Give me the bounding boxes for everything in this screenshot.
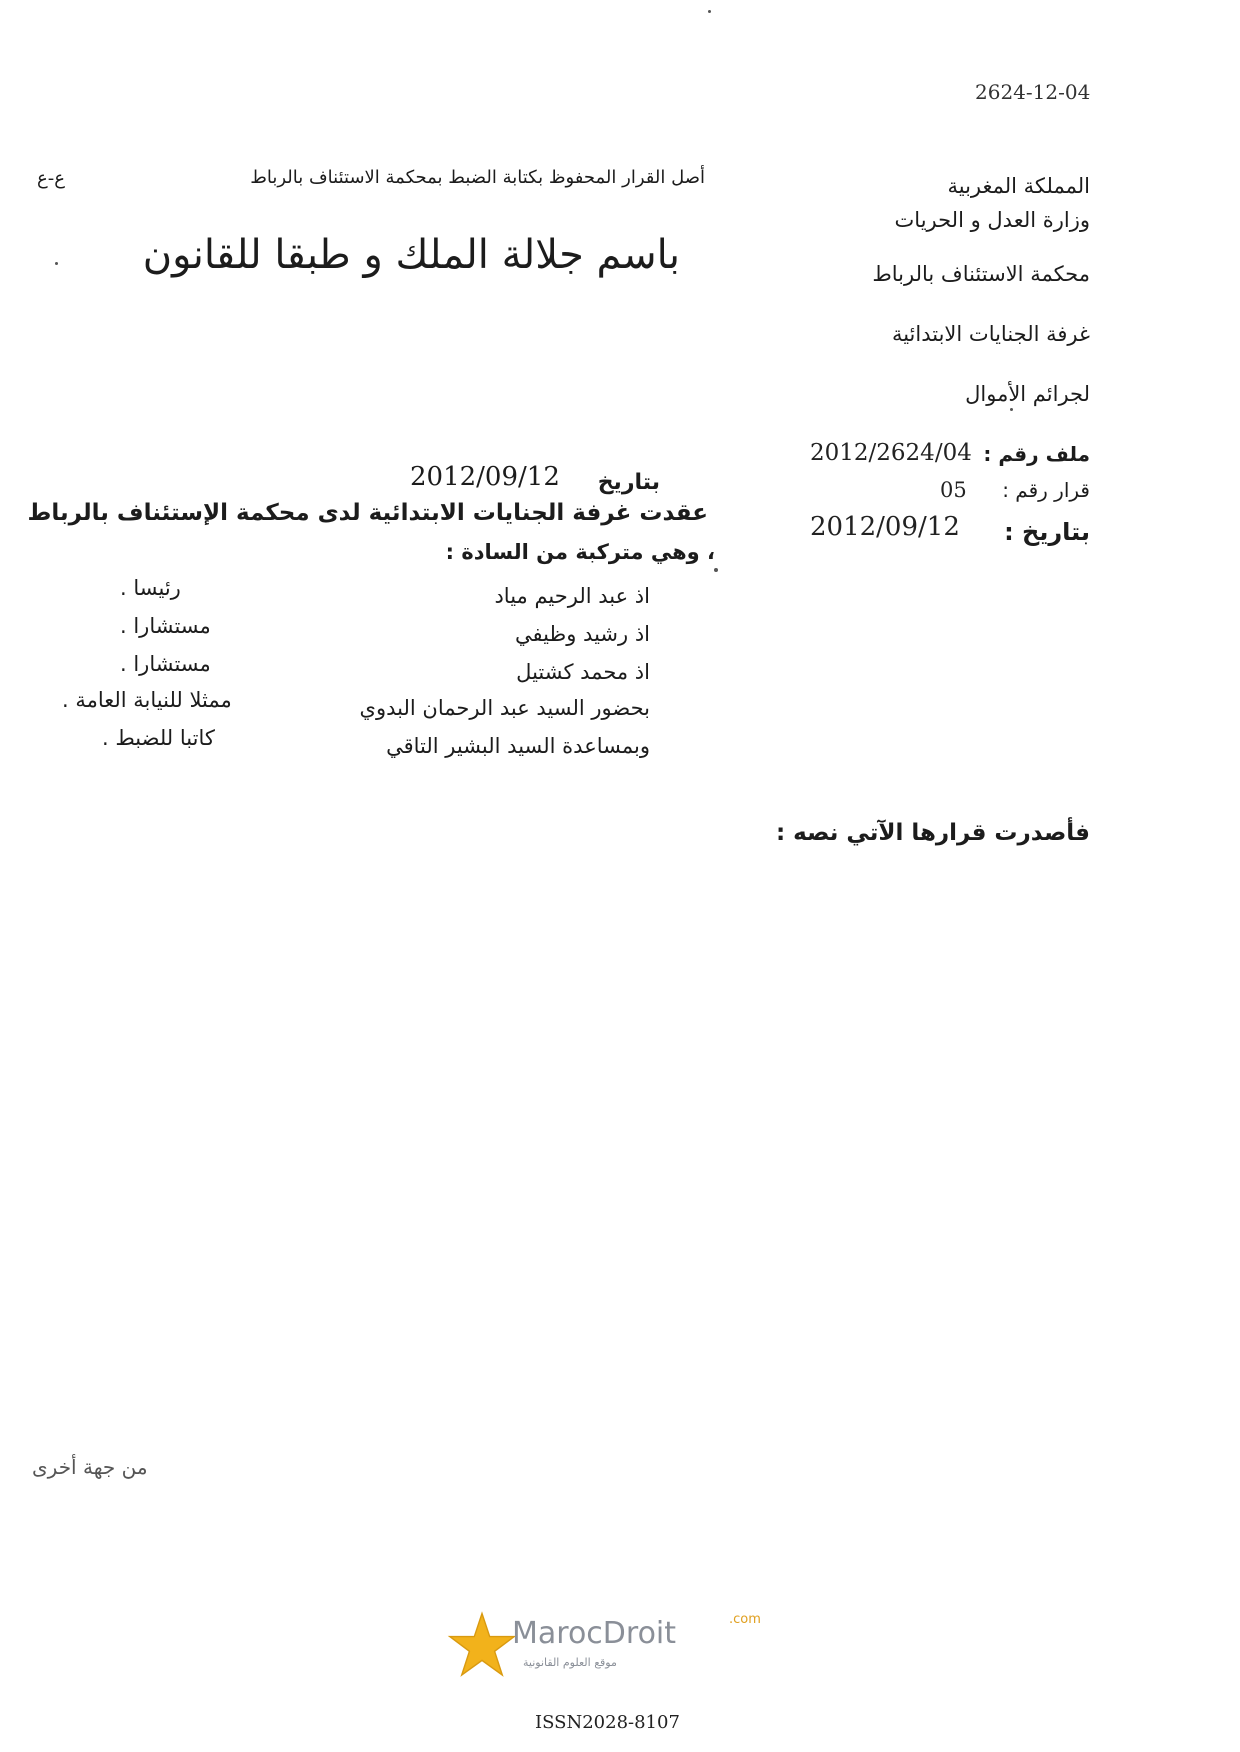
session-date-label: بتاريخ — [597, 470, 660, 495]
member-name: اذ رشيد وظيفي — [515, 622, 650, 646]
member-name: وبمساعدة السيد البشير التاقي — [386, 734, 650, 758]
logo-domain: .com — [729, 1612, 761, 1627]
member-role: ممثلا للنيابة العامة . — [62, 688, 232, 712]
issn-number: ISSN2028-8107 — [535, 1712, 680, 1733]
member-name: اذ محمد كشتيل — [516, 660, 650, 684]
member-role: كاتبا للضبط . — [102, 726, 215, 750]
logo-wordmark: MarocDroit — [512, 1616, 677, 1651]
original-record-note: أصل القرار المحفوظ بكتابة الضبط بمحكمة الاستئناف بالرباط — [250, 167, 705, 188]
chamber-specialty: لجرائم الأموال — [965, 382, 1090, 406]
decision-date-value: 2012/09/12 — [810, 512, 960, 542]
case-reference: 2624-12-04 — [975, 80, 1091, 104]
decision-number-value: 05 — [940, 478, 967, 502]
session-date-value: 2012/09/12 — [410, 462, 560, 492]
decision-date-label: بتاريخ : — [1004, 518, 1090, 546]
scan-speck — [55, 262, 58, 265]
member-name: اذ عبد الرحيم مياد — [494, 584, 650, 608]
scan-speck — [714, 568, 718, 572]
marocdroit-logo — [447, 1610, 777, 1700]
file-number-value: 2012/2624/04 — [810, 440, 972, 466]
court-name: محكمة الاستئناف بالرباط — [872, 262, 1090, 286]
member-name: بحضور السيد عبد الرحمان البدوي — [359, 696, 650, 720]
decision-number-label: قرار رقم : — [1002, 478, 1090, 502]
kingdom-name: المملكة المغربية — [947, 174, 1090, 198]
royal-invocation: باسم جلالة الملك و طبقا للقانون — [142, 232, 680, 278]
scan-speck — [1010, 408, 1013, 411]
decision-issued-statement: فأصدرت قرارها الآتي نصه : — [775, 820, 1090, 846]
chamber-name: غرفة الجنايات الابتدائية — [891, 322, 1090, 346]
file-number-label: ملف رقم : — [983, 442, 1090, 466]
member-role: مستشارا . — [120, 652, 211, 676]
scan-speck — [708, 10, 711, 13]
star-icon — [447, 1610, 517, 1680]
ministry-name: وزارة العدل و الحريات — [894, 208, 1090, 232]
other-side-note: من جهة أخرى — [32, 1455, 148, 1479]
session-statement: عقدت غرفة الجنايات الابتدائية لدى محكمة الإستئناف بالرباط — [27, 500, 708, 526]
member-role: مستشارا . — [120, 614, 211, 638]
reference-code: ع-ع — [37, 168, 65, 189]
member-role: رئيسا . — [120, 576, 181, 600]
logo-tagline: موقع العلوم القانونية — [523, 1656, 617, 1669]
composition-intro: ، وهي متركبة من السادة : — [445, 540, 715, 564]
